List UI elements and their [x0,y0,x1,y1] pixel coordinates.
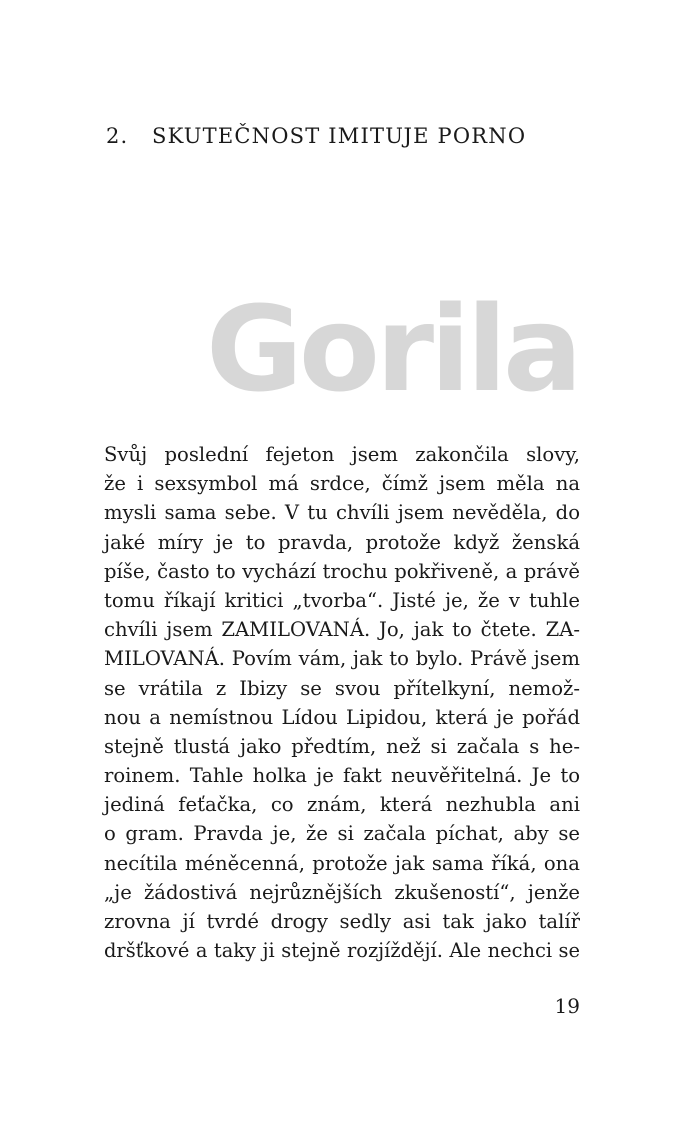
text-line: MILOVANÁ. Povím vám, jak to bylo. Právě jsem [104,647,580,671]
text-line: chvíli jsem ZAMILOVANÁ. Jo, jak to čtete. ZA- [104,618,580,642]
text-line: jediná feťačka, co znám, která nezhubla ani [104,793,580,817]
text-line: stejně tlustá jako předtím, než si začala s he- [104,734,580,758]
text-line: necítila méněcenná, protože jak sama říká, ona [104,851,580,875]
text-line: se vrátila z Ibizy se svou přítelkyní, nemož- [104,676,580,700]
text-line: o gram. Pravda je, že si začala píchat, aby se [104,822,580,846]
text-line: píše, často to vychází trochu pokřiveně, a právě [104,559,580,583]
text-line: dršťkové a taky ji stejně rozjíždějí. Ale nechci se [104,939,580,963]
text-line: zrovna jí tvrdé drogy sedly asi tak jako talíř [104,910,580,933]
text-line: „je žádostivá nejrůznějších zkušeností“, jenže [104,880,580,904]
chapter-title: SKUTEČNOST IMITUJE PORNO [152,124,527,148]
text-line: roinem. Tahle holka je fakt neuvěřitelná. Je to [104,764,580,788]
page-number: 19 [554,994,580,1018]
chapter-number: 2. [106,124,129,148]
text-line: tomu říkají kritici „tvorba“. Jisté je, že v tuhle [104,588,580,612]
text-line: jaké míry je to pravda, protože když ženská [104,530,580,554]
chapter-heading [106,124,526,148]
text-line: že i sexsymbol má srdce, čímž jsem měla na [104,472,580,496]
text-line: nou a nemístnou Lídou Lipidou, která je pořád [104,705,580,729]
text-line: mysli sama sebe. V tu chvíli jsem nevěděla, do [104,501,580,525]
text-line: Svůj poslední fejeton jsem zakončila slovy, [104,443,580,466]
body-text [104,440,580,965]
watermark-logo: Gorila [206,280,579,418]
